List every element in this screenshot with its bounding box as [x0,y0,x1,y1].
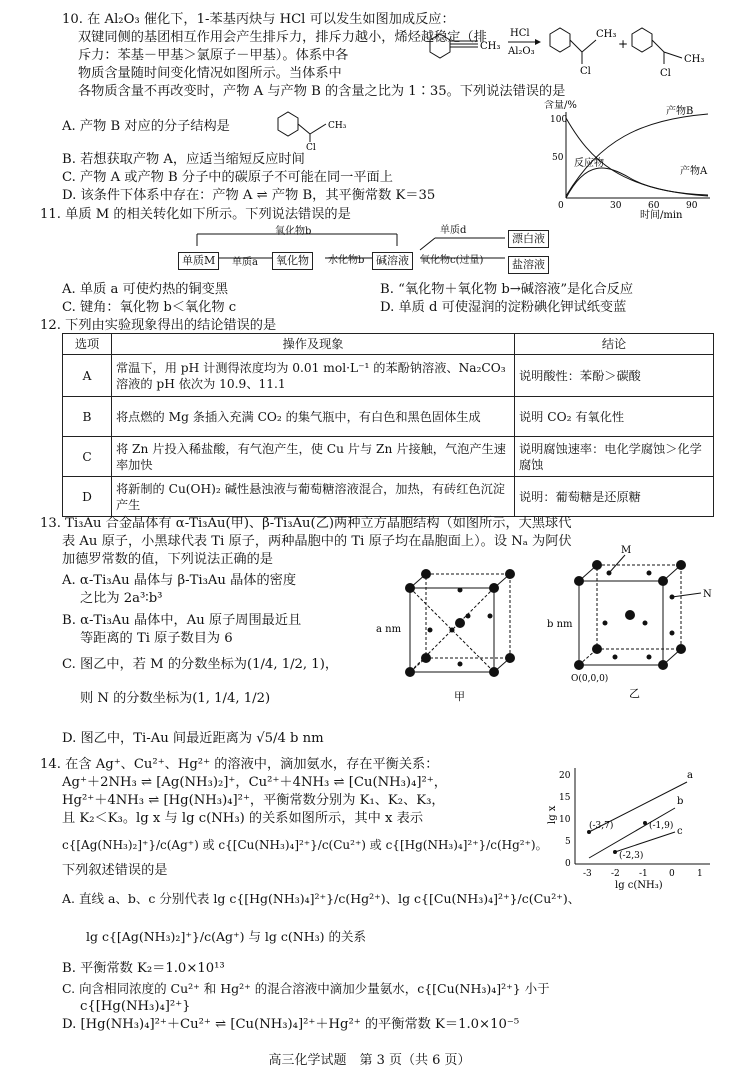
q13-option-b-2: 等距离的 Ti 原子数目为 6 [80,631,233,646]
q13-option-c-2: 则 N 的分数坐标为(1, 1/4, 1/2) [80,691,271,706]
point-label-1: (-3,7) [589,821,614,831]
table-row [63,437,714,477]
q10-line-5: 各物质含量不再改变时，产物 A 与产物 B 的含量之比为 1∶35。下列说法错误的是 [78,84,566,99]
row-conclusion: 说明：葡萄糖是还原糖 [515,477,714,517]
q13-cell-jia [370,560,520,710]
xtick-m3: -3 [583,869,592,879]
q14-line-4: 且 K₂＜K₃。lg x 与 lg c(NH₃) 的关系如图所示，其中 x 表示 [62,811,424,826]
q13-option-a: A. α-Ti₃Au 晶体与 β-Ti₃Au 晶体的密度 [62,573,297,588]
header-option: 选项 [63,334,112,355]
q14-option-c: C. 向含相同浓度的 Cu²⁺ 和 Hg²⁺ 的混合溶液中滴加少量氨水，c{[Cu(NH₃)₄]²⁺} 小于 [62,981,550,996]
flow-oxide: 氧化物 [272,252,313,270]
q11-stem: 11. 单质 M 的相关转化如下所示。下列说法错误的是 [40,207,351,222]
q14-option-a: A. 直线 a、b、c 分别代表 lg c{[Hg(NH₃)₄]²⁺}/c(Hg²⁺)、lg c{[Cu(NH₃)₄]²⁺}/c(Cu²⁺)、 [62,891,581,906]
q11-option-d: D. 单质 d 可使湿润的淀粉碘化钾试纸变蓝 [380,300,627,315]
q10-option-a: A. 产物 B 对应的分子结构是 [62,119,230,134]
q14-line-5: c{[Ag(NH₃)₂]⁺}/c(Ag⁺) 或 c{[Cu(NH₃)₄]²⁺}/c(Cu²⁺) 或 c{[Hg(NH₃)₄]²⁺}/c(Hg²⁺)。 [62,838,548,852]
q14-option-a-2: lg c{[Ag(NH₃)₂]⁺}/c(Ag⁺) 与 lg c(NH₃) 的关系 [86,929,366,944]
chart-ylabel: 含量/% [544,100,577,111]
yi-n-label: N [703,589,712,600]
q14-option-b: B. 平衡常数 K₂＝1.0×10¹³ [62,961,225,976]
q10-content-chart [540,100,720,220]
cl-label-b: Cl [660,68,671,79]
row-conclusion: 说明 CO₂ 有氧化性 [515,397,714,437]
flow-salt: 盐溶液 [508,256,549,274]
row-option: A [63,355,112,397]
ytick-15: 15 [559,793,571,803]
q13-cell-yi [545,545,725,705]
point-label-2: (-1,9) [649,821,674,831]
q11-option-b: B. “氧化物＋氧化物 b→碱溶液”是化合反应 [380,282,634,297]
jia-edge-label: a nm [376,624,402,635]
row-operation: 将 Zn 片投入稀盐酸，有气泡产生，使 Cu 片与 Zn 片接触，气泡产生速率加快 [112,437,515,477]
series-product-b [566,114,708,196]
cat-label: Al₂O₃ [508,46,535,57]
hcl-label: HCl [510,28,530,39]
row-option: B [63,397,112,437]
ytick-10: 10 [559,815,571,825]
ytick-20: 20 [559,771,571,781]
q10-line-2: 双键同侧的基团相互作用会产生排斥力，排斥力越小，烯烃越稳定（排 [78,30,487,45]
q14-option-c-2: c{[Hg(NH₃)₄]²⁺} [80,999,191,1014]
xtick-90: 90 [686,201,698,211]
table-row [63,355,714,397]
flow-base: 碱溶液 [372,252,413,270]
q14-line-2: Ag⁺＋2NH₃ ⇌ [Ag(NH₃)₂]⁺，Cu²⁺＋4NH₃ ⇌ [Cu(NH₃)₄]²⁺， [62,775,447,790]
row-conclusion: 说明腐蚀速率：电化学腐蚀＞化学腐蚀 [515,437,714,477]
xtick-m1: -1 [639,869,648,879]
page-footer: 高三化学试题 第 3 页（共 6 页） [268,1053,471,1068]
row-conclusion: 说明酸性：苯酚＞碳酸 [515,355,714,397]
line-label-b: b [677,796,684,807]
q10-line-3: 斥力：苯基－甲基＞氯原子－甲基）。体系中各 [78,48,349,63]
yi-label: 乙 [629,687,640,700]
graph-ylabel: lg x [547,805,558,824]
label-reactant: 反应物 [574,158,604,169]
chart-xlabel: 时间/min [640,210,683,220]
xtick-0: 0 [669,869,675,879]
benzene-ring [430,34,450,58]
q14-line-1: 14. 在含 Ag⁺、Cu²⁺、Hg²⁺ 的溶液中，滴加氨水，存在平衡关系： [40,757,439,772]
flow-element-a: 单质a [232,257,258,268]
q10-line-1: 10. 在 Al₂O₃ 催化下，1-苯基丙炔与 HCl 可以发生如图加成反应： [62,12,455,27]
q13-option-b: B. α-Ti₃Au 晶体中，Au 原子周围最近且 [62,613,302,628]
xtick-1: 1 [697,869,703,879]
q13-line-3: 加德罗常数的值，下列说法正确的是 [62,552,273,567]
jia-label: 甲 [454,690,465,703]
xtick-m2: -2 [611,869,620,879]
q13-line-2: 表 Au 原子，小黑球代表 Ti 原子，两种晶胞中的 Ti 原子均在晶胞面上）。设 Nₐ 为阿伏 [62,534,572,549]
ytick-50: 50 [552,153,564,163]
line-c [615,832,675,852]
plus-label: + [618,37,629,51]
q10-line-4: 物质含量随时间变化情况如图所示。当体系中 [78,66,342,81]
yi-m-label: M [621,545,632,556]
q14-graph [545,760,725,890]
ytick-100: 100 [550,115,568,125]
flow-oxide-b: 氧化物b [275,226,312,237]
flow-water: 水化物b [328,255,365,266]
q11-option-c: C. 键角：氧化物 b＜氧化物 c [62,300,237,315]
opt-a-ch3: CH₃ [328,121,347,131]
flow-bleach: 漂白液 [508,230,549,248]
table-row [63,397,714,437]
q10-option-b: B. 若想获取产物 A，应适当缩短反应时间 [62,152,305,167]
q10-option-c: C. 产物 A 或产物 B 分子中的碳原子不可能在同一平面上 [62,170,393,185]
flow-element-d: 单质d [440,225,467,236]
ch3-label-a: CH₃ [596,29,617,40]
xtick-60: 60 [648,201,660,211]
q13-option-c: C. 图乙中，若 M 的分数坐标为(1/4, 1/2, 1)， [62,657,339,672]
q14-line-6: 下列叙述错误的是 [62,863,168,878]
point-label-3: (-2,3) [619,851,644,861]
q11-option-a: A. 单质 a 可使灼热的铜变黑 [62,282,229,297]
graph-xlabel: lg c(NH₃) [615,880,663,890]
yi-origin-label: O(0,0,0) [571,674,609,684]
q13-option-d: D. 图乙中，Ti-Au 间最近距离为 √5/4 b nm [62,731,324,746]
q13-line-1: 13. Ti₃Au 合金晶体有 α-Ti₃Au(甲)、β-Ti₃Au(乙)两种立方晶胞结构（如图所示，大黑球代 [40,516,572,531]
ch3-label-b: CH₃ [684,54,705,65]
row-option: D [63,477,112,517]
xtick-30: 30 [610,201,622,211]
row-option: C [63,437,112,477]
ch3-label: CH₃ [480,41,501,52]
ytick-0: 0 [558,201,564,211]
q14-option-d: D. [Hg(NH₃)₄]²⁺＋Cu²⁺ ⇌ [Cu(NH₃)₄]²⁺＋Hg²⁺ 的平衡常数 K＝1.0×10⁻⁵ [62,1017,520,1032]
q12-stem: 12. 下列由实验现象得出的结论错误的是 [40,318,277,333]
label-product-a: 产物A [680,166,708,177]
flow-oxide-c: 氧化物c(过量) [420,255,484,266]
label-product-b: 产物B [666,106,694,117]
opt-a-cl: Cl [306,143,316,150]
q13-option-a-2: 之比为 2a³∶b³ [80,591,163,606]
flow-element-m: 单质M [178,252,219,270]
ytick-0: 0 [565,859,571,869]
line-label-a: a [687,770,693,781]
table-header-row [63,334,714,355]
q10-option-a-structure [272,106,352,150]
q12-table [62,333,714,517]
row-operation: 常温下，用 pH 计测得浓度均为 0.01 mol·L⁻¹ 的苯酚钠溶液、Na₂CO₃ 溶液的 pH 依次为 10.9、11.1 [112,355,515,397]
yi-edge-label: b nm [547,619,573,630]
table-row [63,477,714,517]
line-label-c: c [677,826,683,837]
q10-reaction-scheme [410,22,720,84]
row-operation: 将新制的 Cu(OH)₂ 碱性悬浊液与葡萄糖溶液混合，加热，有砖红色沉淀产生 [112,477,515,517]
q14-line-3: Hg²⁺＋4NH₃ ⇌ [Hg(NH₃)₄]²⁺，平衡常数分别为 K₁、K₂、K₃， [62,793,445,808]
header-operation: 操作及现象 [112,334,515,355]
ytick-5: 5 [565,837,571,847]
cl-label-a: Cl [580,66,591,77]
row-operation: 将点燃的 Mg 条插入充满 CO₂ 的集气瓶中，有白色和黑色固体生成 [112,397,515,437]
header-conclusion: 结论 [515,334,714,355]
q10-option-d: D. 该条件下体系中存在：产物 A ⇌ 产物 B，其平衡常数 K＝35 [62,188,436,203]
